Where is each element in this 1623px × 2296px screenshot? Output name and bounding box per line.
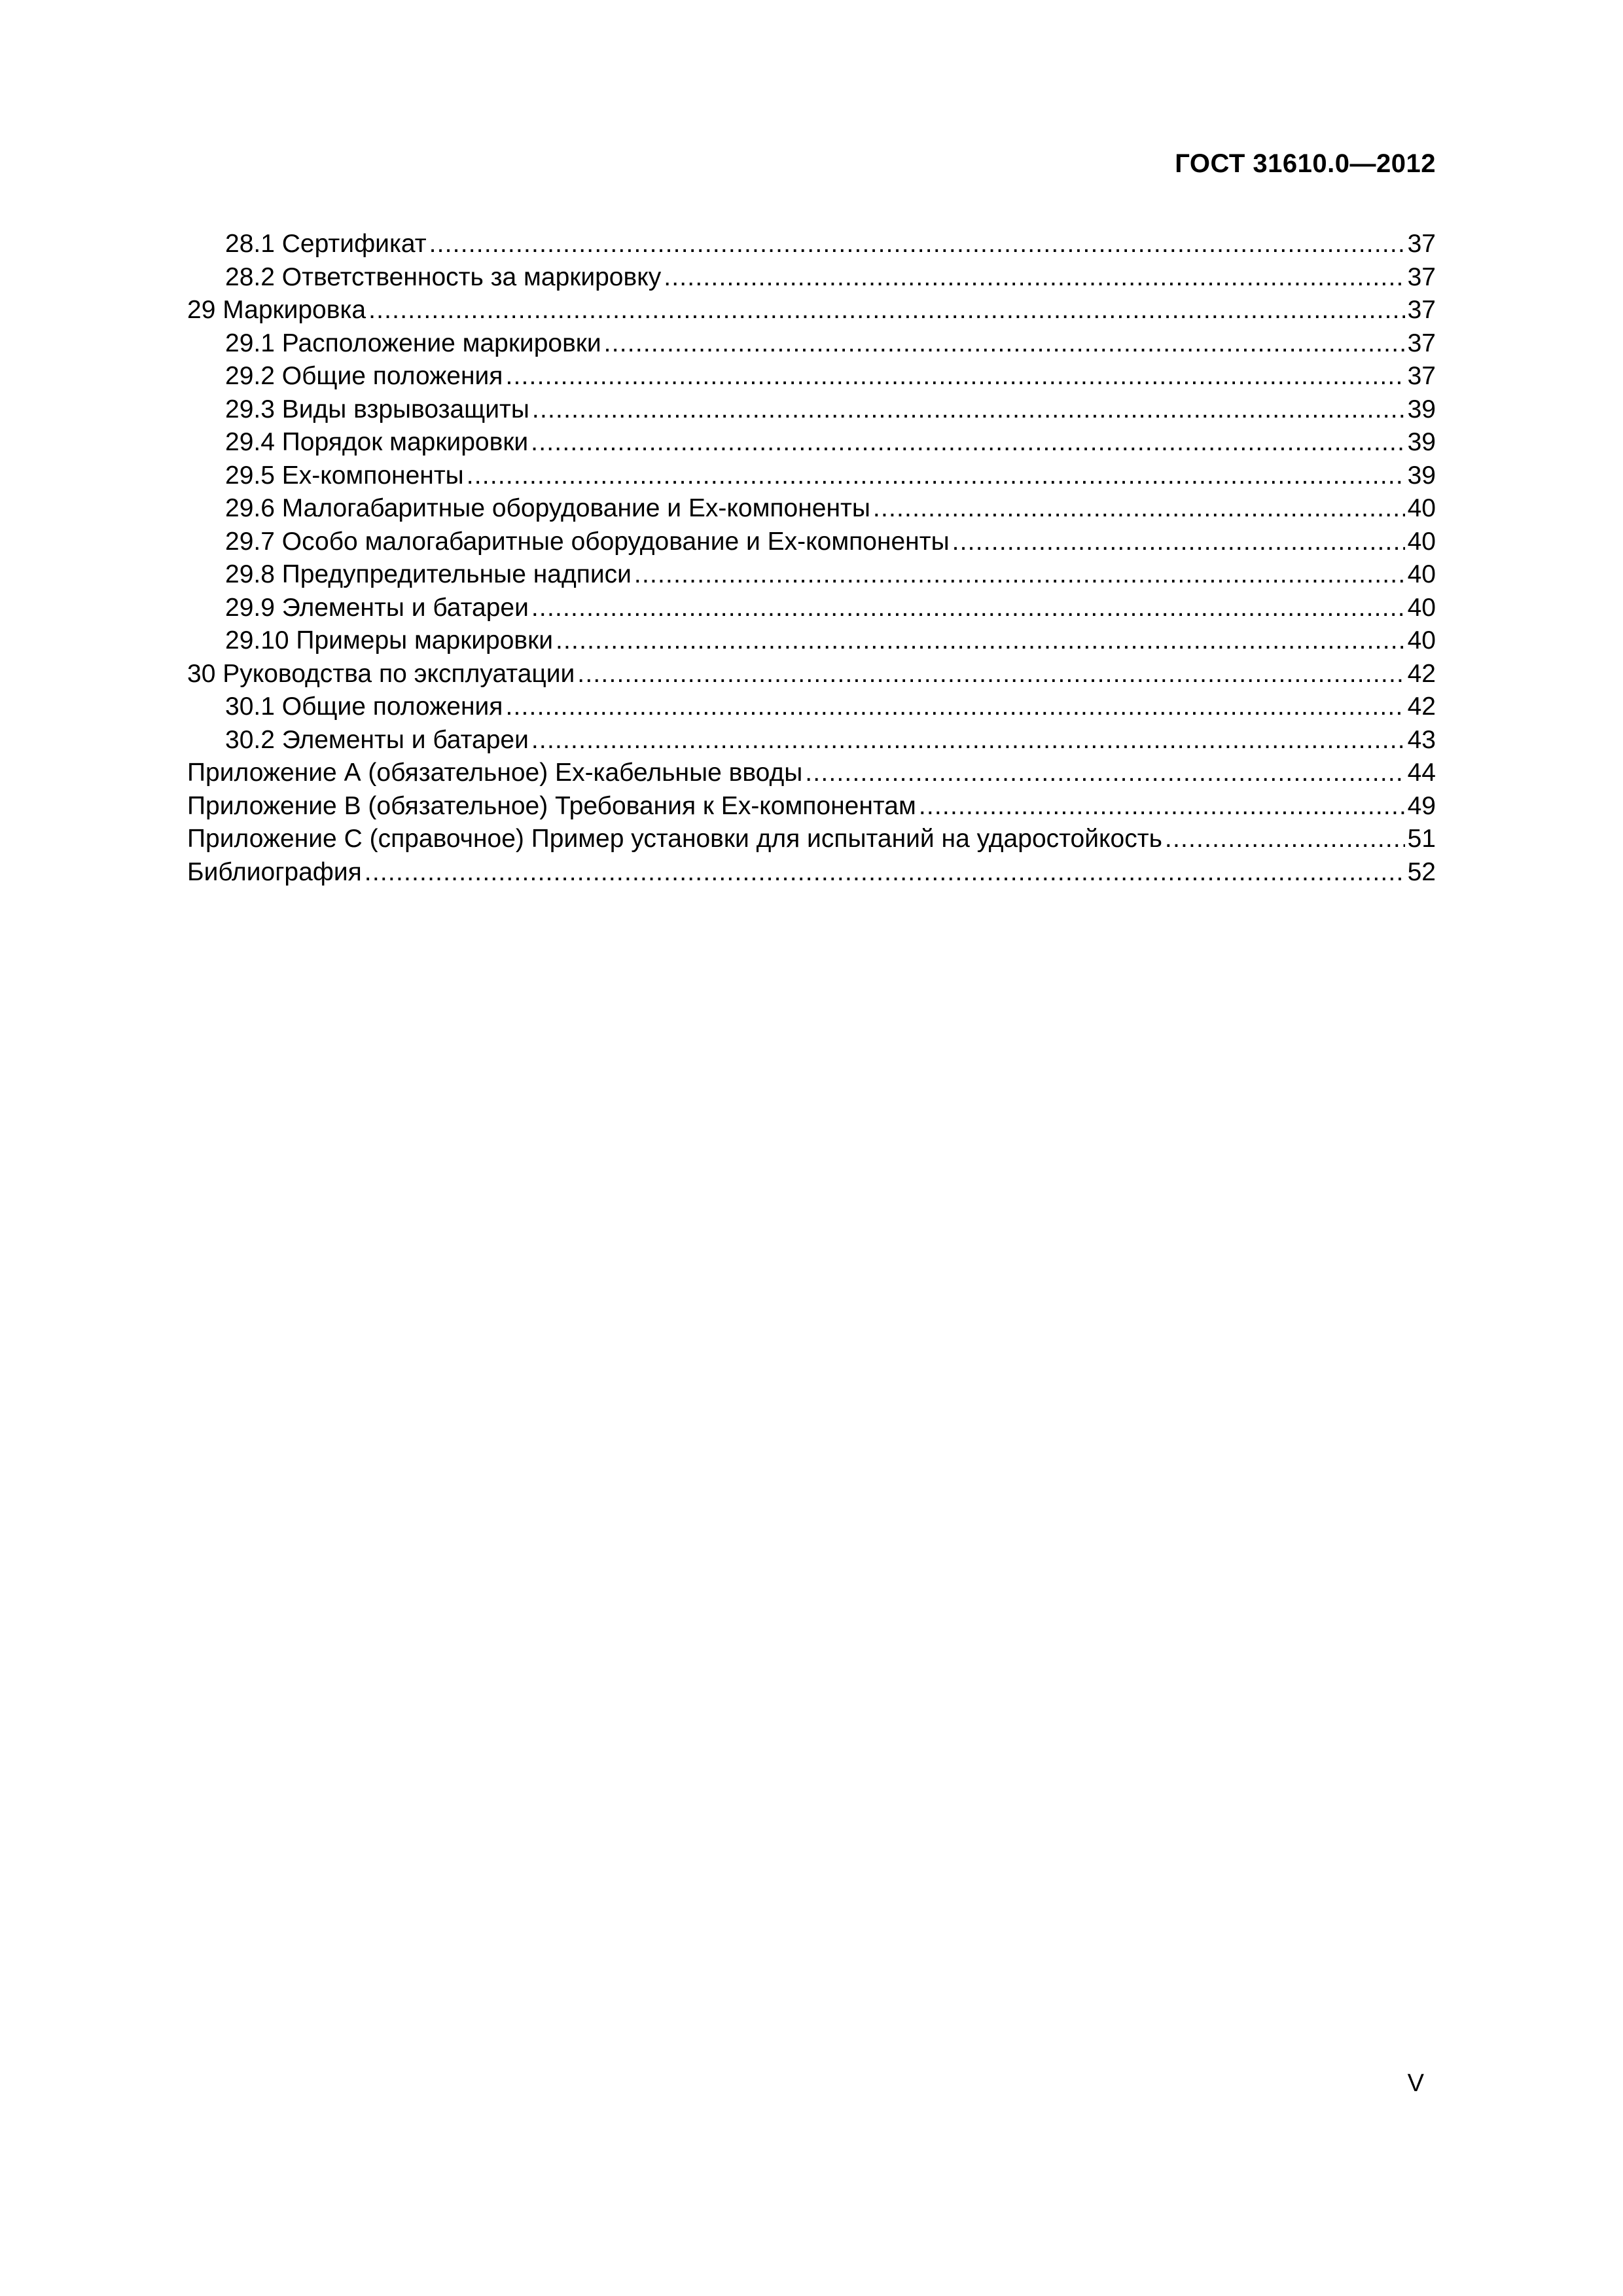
toc-dot-leader xyxy=(604,327,1405,360)
toc-entry-title: 29.3 Виды взрывозащиты xyxy=(225,395,529,423)
toc-dot-leader xyxy=(873,492,1405,525)
toc-entry-title: 29.4 Порядок маркировки xyxy=(225,428,529,456)
toc-entry-page: 42 xyxy=(1407,659,1436,688)
toc-entry[interactable] xyxy=(187,558,1436,592)
toc-entry-page: 43 xyxy=(1407,725,1436,754)
toc-entry-title: 30.1 Общие положения xyxy=(225,692,503,721)
toc-entry[interactable] xyxy=(187,658,1436,691)
toc-entry-page: 39 xyxy=(1407,395,1436,423)
toc-entry[interactable] xyxy=(187,393,1436,427)
toc-dot-leader xyxy=(368,294,1405,327)
toc-entry[interactable] xyxy=(187,459,1436,493)
toc-entry-page: 40 xyxy=(1407,494,1436,522)
toc-dot-leader xyxy=(556,624,1405,657)
toc-dot-leader xyxy=(505,691,1404,723)
toc-entry-page: 49 xyxy=(1407,791,1436,820)
toc-dot-leader xyxy=(664,261,1404,294)
toc-entry-title: 29 Маркировка xyxy=(187,296,366,324)
toc-dot-leader xyxy=(505,360,1404,393)
toc-entry[interactable] xyxy=(187,691,1436,724)
toc-entry-title: 29.9 Элементы и батареи xyxy=(225,593,529,622)
toc-entry-page: 52 xyxy=(1407,857,1436,886)
toc-entry[interactable] xyxy=(187,426,1436,459)
toc-entry[interactable] xyxy=(187,790,1436,823)
toc-entry[interactable] xyxy=(187,294,1436,327)
toc-entry-title: 29.8 Предупредительные надписи xyxy=(225,560,632,588)
toc-entry-title: 30 Руководства по эксплуатации xyxy=(187,659,575,688)
toc-dot-leader xyxy=(531,724,1405,757)
toc-entry[interactable] xyxy=(187,624,1436,658)
toc-entry-page: 40 xyxy=(1407,593,1436,622)
toc-entry-page: 37 xyxy=(1407,362,1436,390)
toc-entry-page: 51 xyxy=(1407,825,1436,853)
toc-entry-title: 29.1 Расположение маркировки xyxy=(225,329,601,357)
toc-entry-title: Приложение В (обязательное) Требования к Ex-компонентам xyxy=(187,791,916,820)
toc-entry-title: 30.2 Элементы и батареи xyxy=(225,725,529,754)
toc-entry[interactable] xyxy=(187,228,1436,261)
toc-entry[interactable] xyxy=(187,492,1436,526)
toc-entry-title: Приложение А (обязательное) Ex-кабельные вводы xyxy=(187,759,803,787)
toc-dot-leader xyxy=(577,658,1404,691)
document-code-header: ГОСТ 31610.0—2012 xyxy=(1175,149,1436,178)
toc-entry-title: 29.10 Примеры маркировки xyxy=(225,626,553,655)
toc-entry-page: 37 xyxy=(1407,296,1436,324)
toc-dot-leader xyxy=(365,856,1405,889)
toc-entry[interactable] xyxy=(187,823,1436,856)
toc-entry-page: 40 xyxy=(1407,626,1436,655)
toc-dot-leader xyxy=(1165,823,1405,855)
toc-entry-page: 42 xyxy=(1407,692,1436,721)
toc-entry[interactable] xyxy=(187,327,1436,361)
toc-dot-leader xyxy=(429,228,1405,260)
toc-dot-leader xyxy=(531,426,1404,459)
toc-entry-title: 29.5 Ex-компоненты xyxy=(225,461,464,490)
toc-entry-page: 40 xyxy=(1407,527,1436,556)
toc-dot-leader xyxy=(531,592,1405,624)
toc-entry[interactable] xyxy=(187,526,1436,559)
toc-entry-title: 29.6 Малогабаритные оборудование и Ex-компоненты xyxy=(225,494,870,522)
toc-entry[interactable] xyxy=(187,592,1436,625)
toc-dot-leader xyxy=(919,790,1405,823)
toc-dot-leader xyxy=(532,393,1405,426)
toc-entry-page: 37 xyxy=(1407,329,1436,357)
toc-entry[interactable] xyxy=(187,360,1436,393)
toc-entry-title: Приложение С (справочное) Пример установки для испытаний на ударостойкость xyxy=(187,825,1162,853)
toc-entry-title: 29.7 Особо малогабаритные оборудование и Ex-компоненты xyxy=(225,527,950,556)
toc-entry-title: 29.2 Общие положения xyxy=(225,362,503,390)
toc-entry[interactable] xyxy=(187,261,1436,295)
toc-entry-title: 28.2 Ответственность за маркировку xyxy=(225,262,662,291)
toc-entry[interactable] xyxy=(187,724,1436,757)
toc-entry[interactable] xyxy=(187,856,1436,889)
toc-entry-page: 39 xyxy=(1407,428,1436,456)
toc-entry-page: 39 xyxy=(1407,461,1436,490)
toc-entry[interactable] xyxy=(187,757,1436,790)
toc-entry-page: 37 xyxy=(1407,230,1436,258)
toc-entry-page: 40 xyxy=(1407,560,1436,588)
toc-entry-title: Библиография xyxy=(187,857,362,886)
toc-dot-leader xyxy=(467,459,1405,492)
table-of-contents xyxy=(187,228,1436,889)
toc-entry-page: 37 xyxy=(1407,262,1436,291)
toc-dot-leader xyxy=(952,526,1405,558)
page-number: V xyxy=(1407,2070,1424,2097)
toc-entry-page: 44 xyxy=(1407,759,1436,787)
toc-dot-leader xyxy=(805,757,1404,789)
toc-entry-title: 28.1 Сертификат xyxy=(225,230,427,258)
toc-dot-leader xyxy=(634,558,1405,591)
